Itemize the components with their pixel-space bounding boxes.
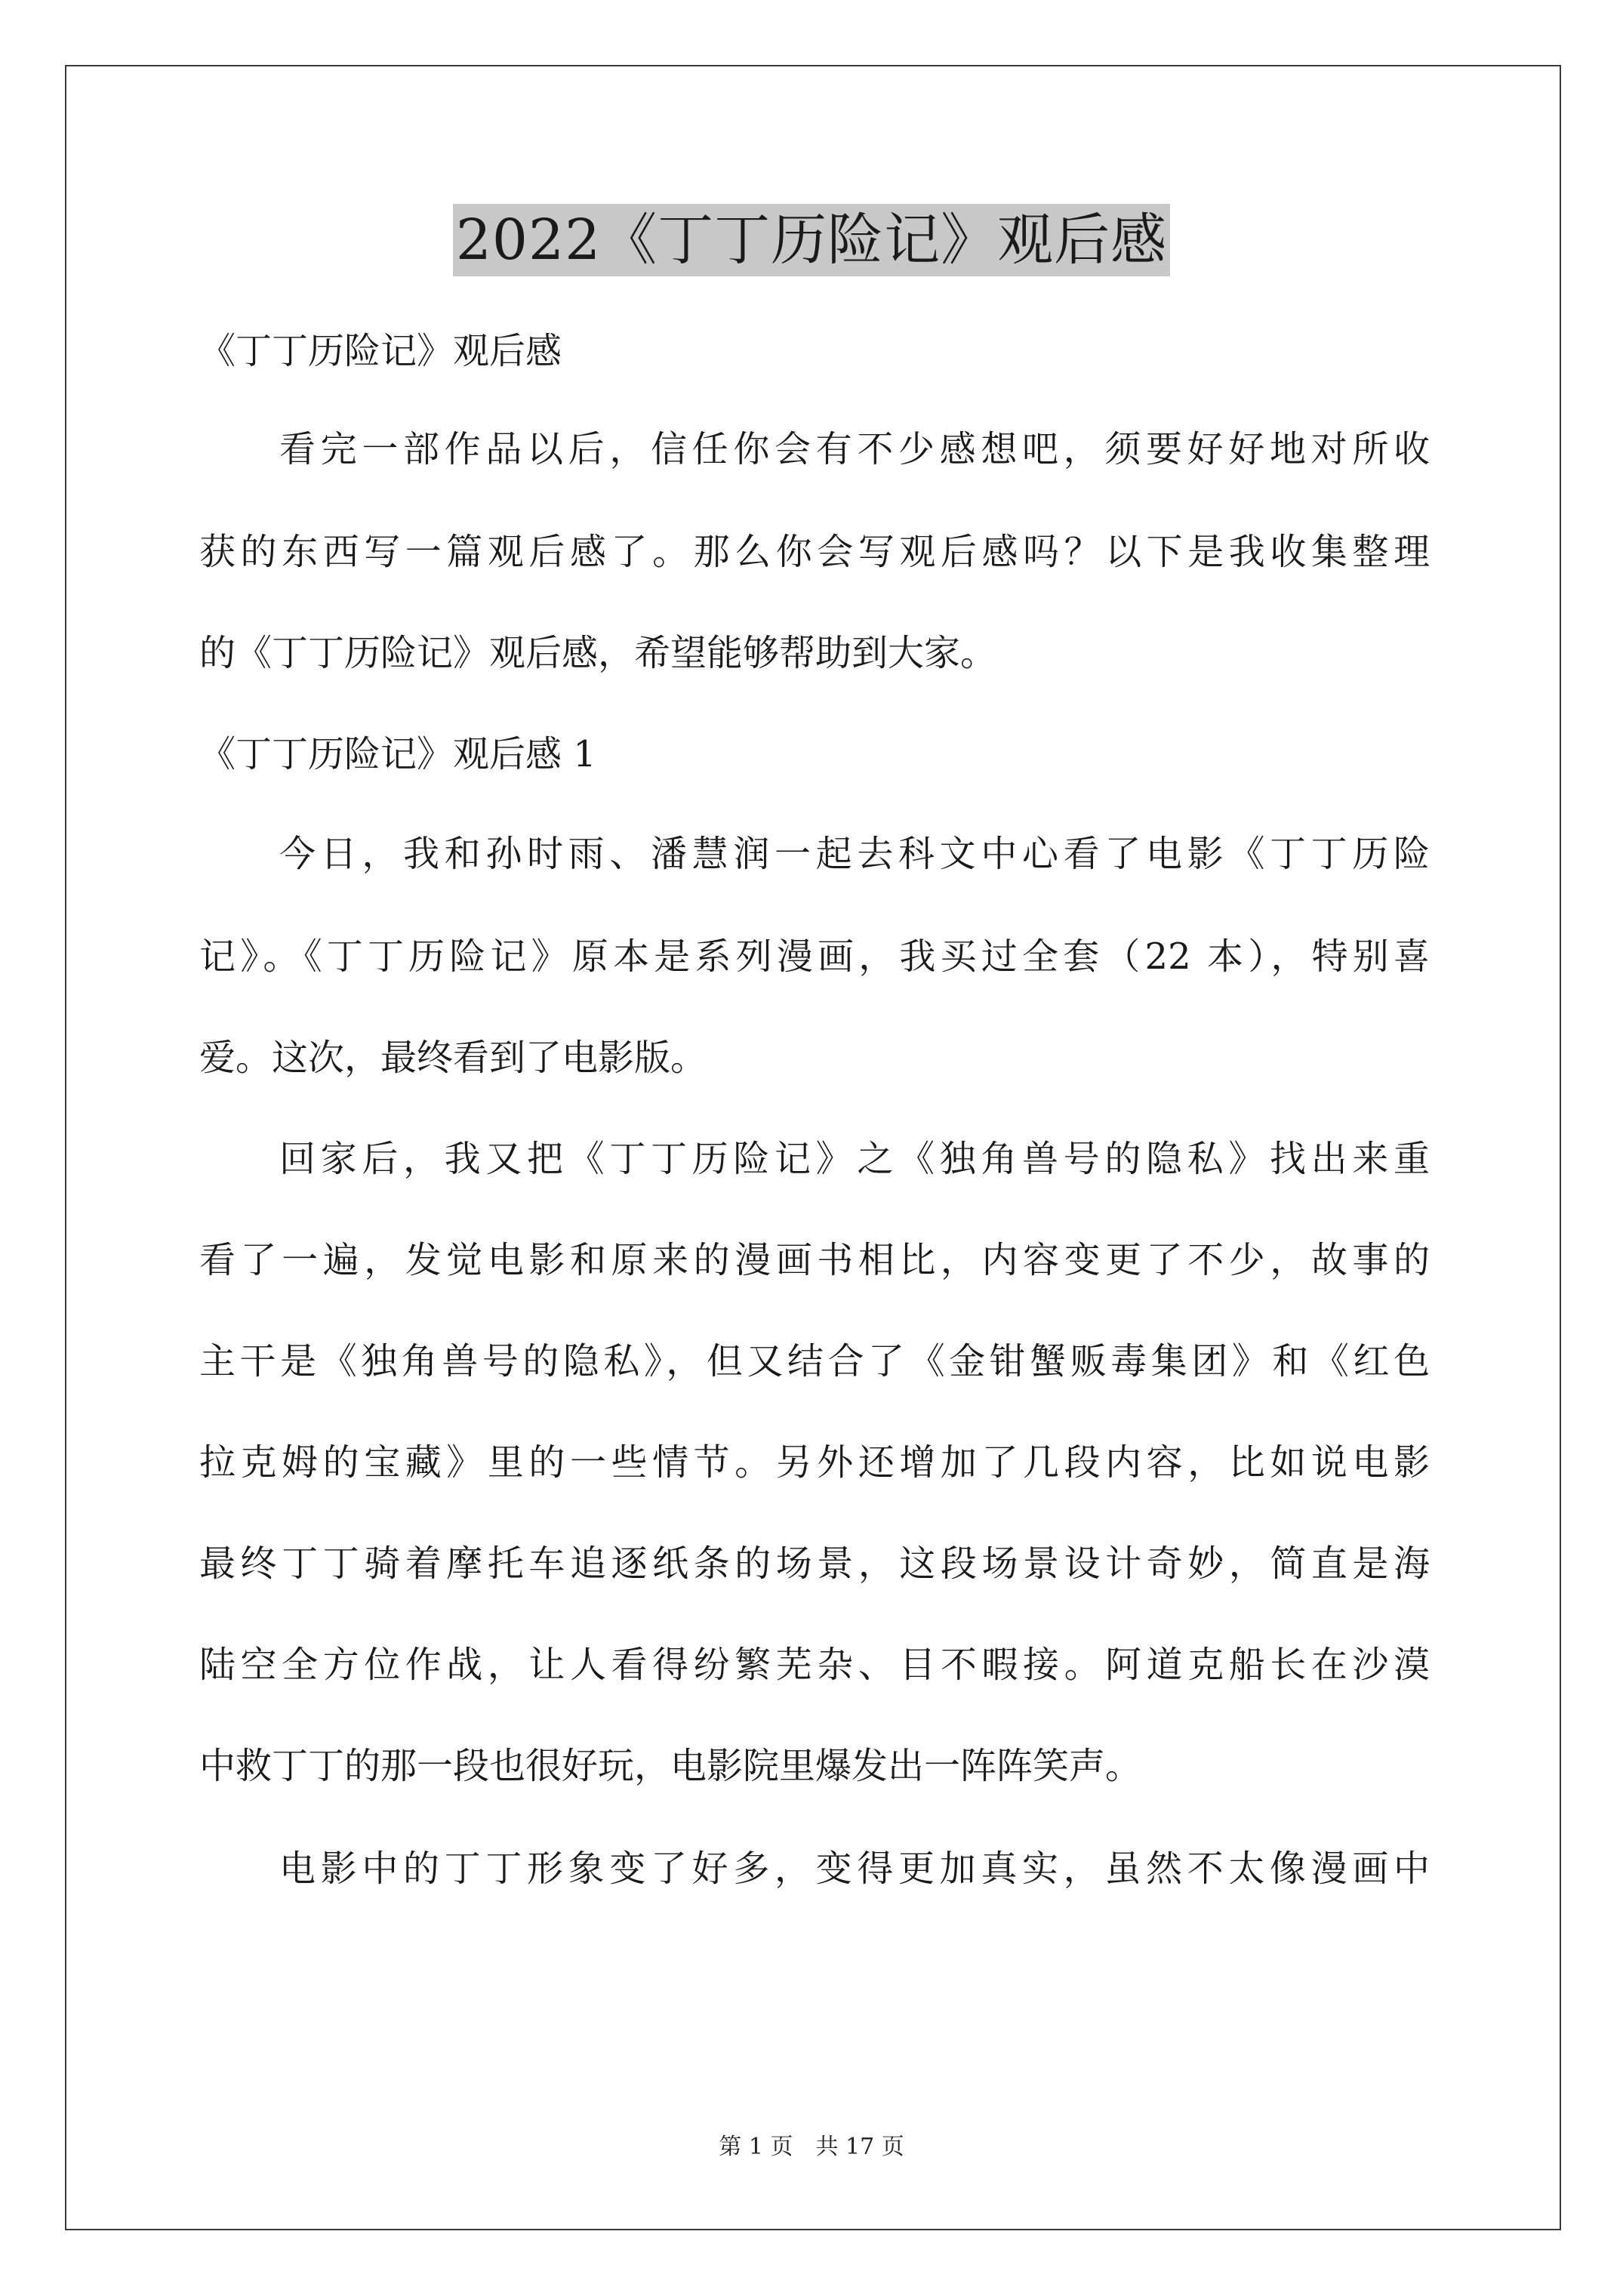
document-title: 2022《丁丁历险记》观后感 — [453, 204, 1170, 276]
section-heading: 《丁丁历险记》观后感 1 — [199, 733, 596, 775]
text-line: 今日，我和孙时雨、潘慧润一起去科文中心看了电影《丁丁历险 — [279, 833, 1430, 875]
text-line: 最终丁丁骑着摩托车追逐纸条的场景，这段场景设计奇妙，简直是海 — [199, 1542, 1430, 1585]
text-line: 获的东西写一篇观后感了。那么你会写观后感吗？以下是我收集整理 — [199, 531, 1430, 573]
text-line: 爱。这次，最终看到了电影版。 — [199, 1037, 707, 1079]
text-line: 记》。《丁丁历险记》原本是系列漫画，我买过全套（22 本），特别喜 — [199, 935, 1430, 978]
page-number: 第 1 页 共 17 页 — [719, 2134, 904, 2160]
section-heading: 《丁丁历险记》观后感 — [199, 330, 562, 372]
text-line: 看完一部作品以后，信任你会有不少感想吧，须要好好地对所收 — [279, 428, 1430, 470]
text-line: 的《丁丁历险记》观后感，希望能够帮助到大家。 — [199, 632, 997, 674]
text-line: 主干是《独角兽号的隐私》，但又结合了《金钳蟹贩毒集团》和《红色 — [199, 1340, 1430, 1382]
text-line: 电影中的丁丁形象变了好多，变得更加真实，虽然不太像漫画中 — [279, 1848, 1430, 1890]
text-line: 看了一遍，发觉电影和原来的漫画书相比，内容变更了不少，故事的 — [199, 1239, 1430, 1281]
text-line: 中救丁丁的那一段也很好玩，电影院里爆发出一阵阵笑声。 — [199, 1745, 1142, 1787]
title-container — [0, 204, 1623, 276]
text-line: 拉克姆的宝藏》里的一些情节。另外还增加了几段内容，比如说电影 — [199, 1441, 1430, 1484]
text-line: 陆空全方位作战，让人看得纷繁芜杂、目不暇接。阿道克船长在沙漠 — [199, 1644, 1430, 1686]
text-line: 回家后，我又把《丁丁历险记》之《独角兽号的隐私》找出来重 — [279, 1138, 1430, 1180]
